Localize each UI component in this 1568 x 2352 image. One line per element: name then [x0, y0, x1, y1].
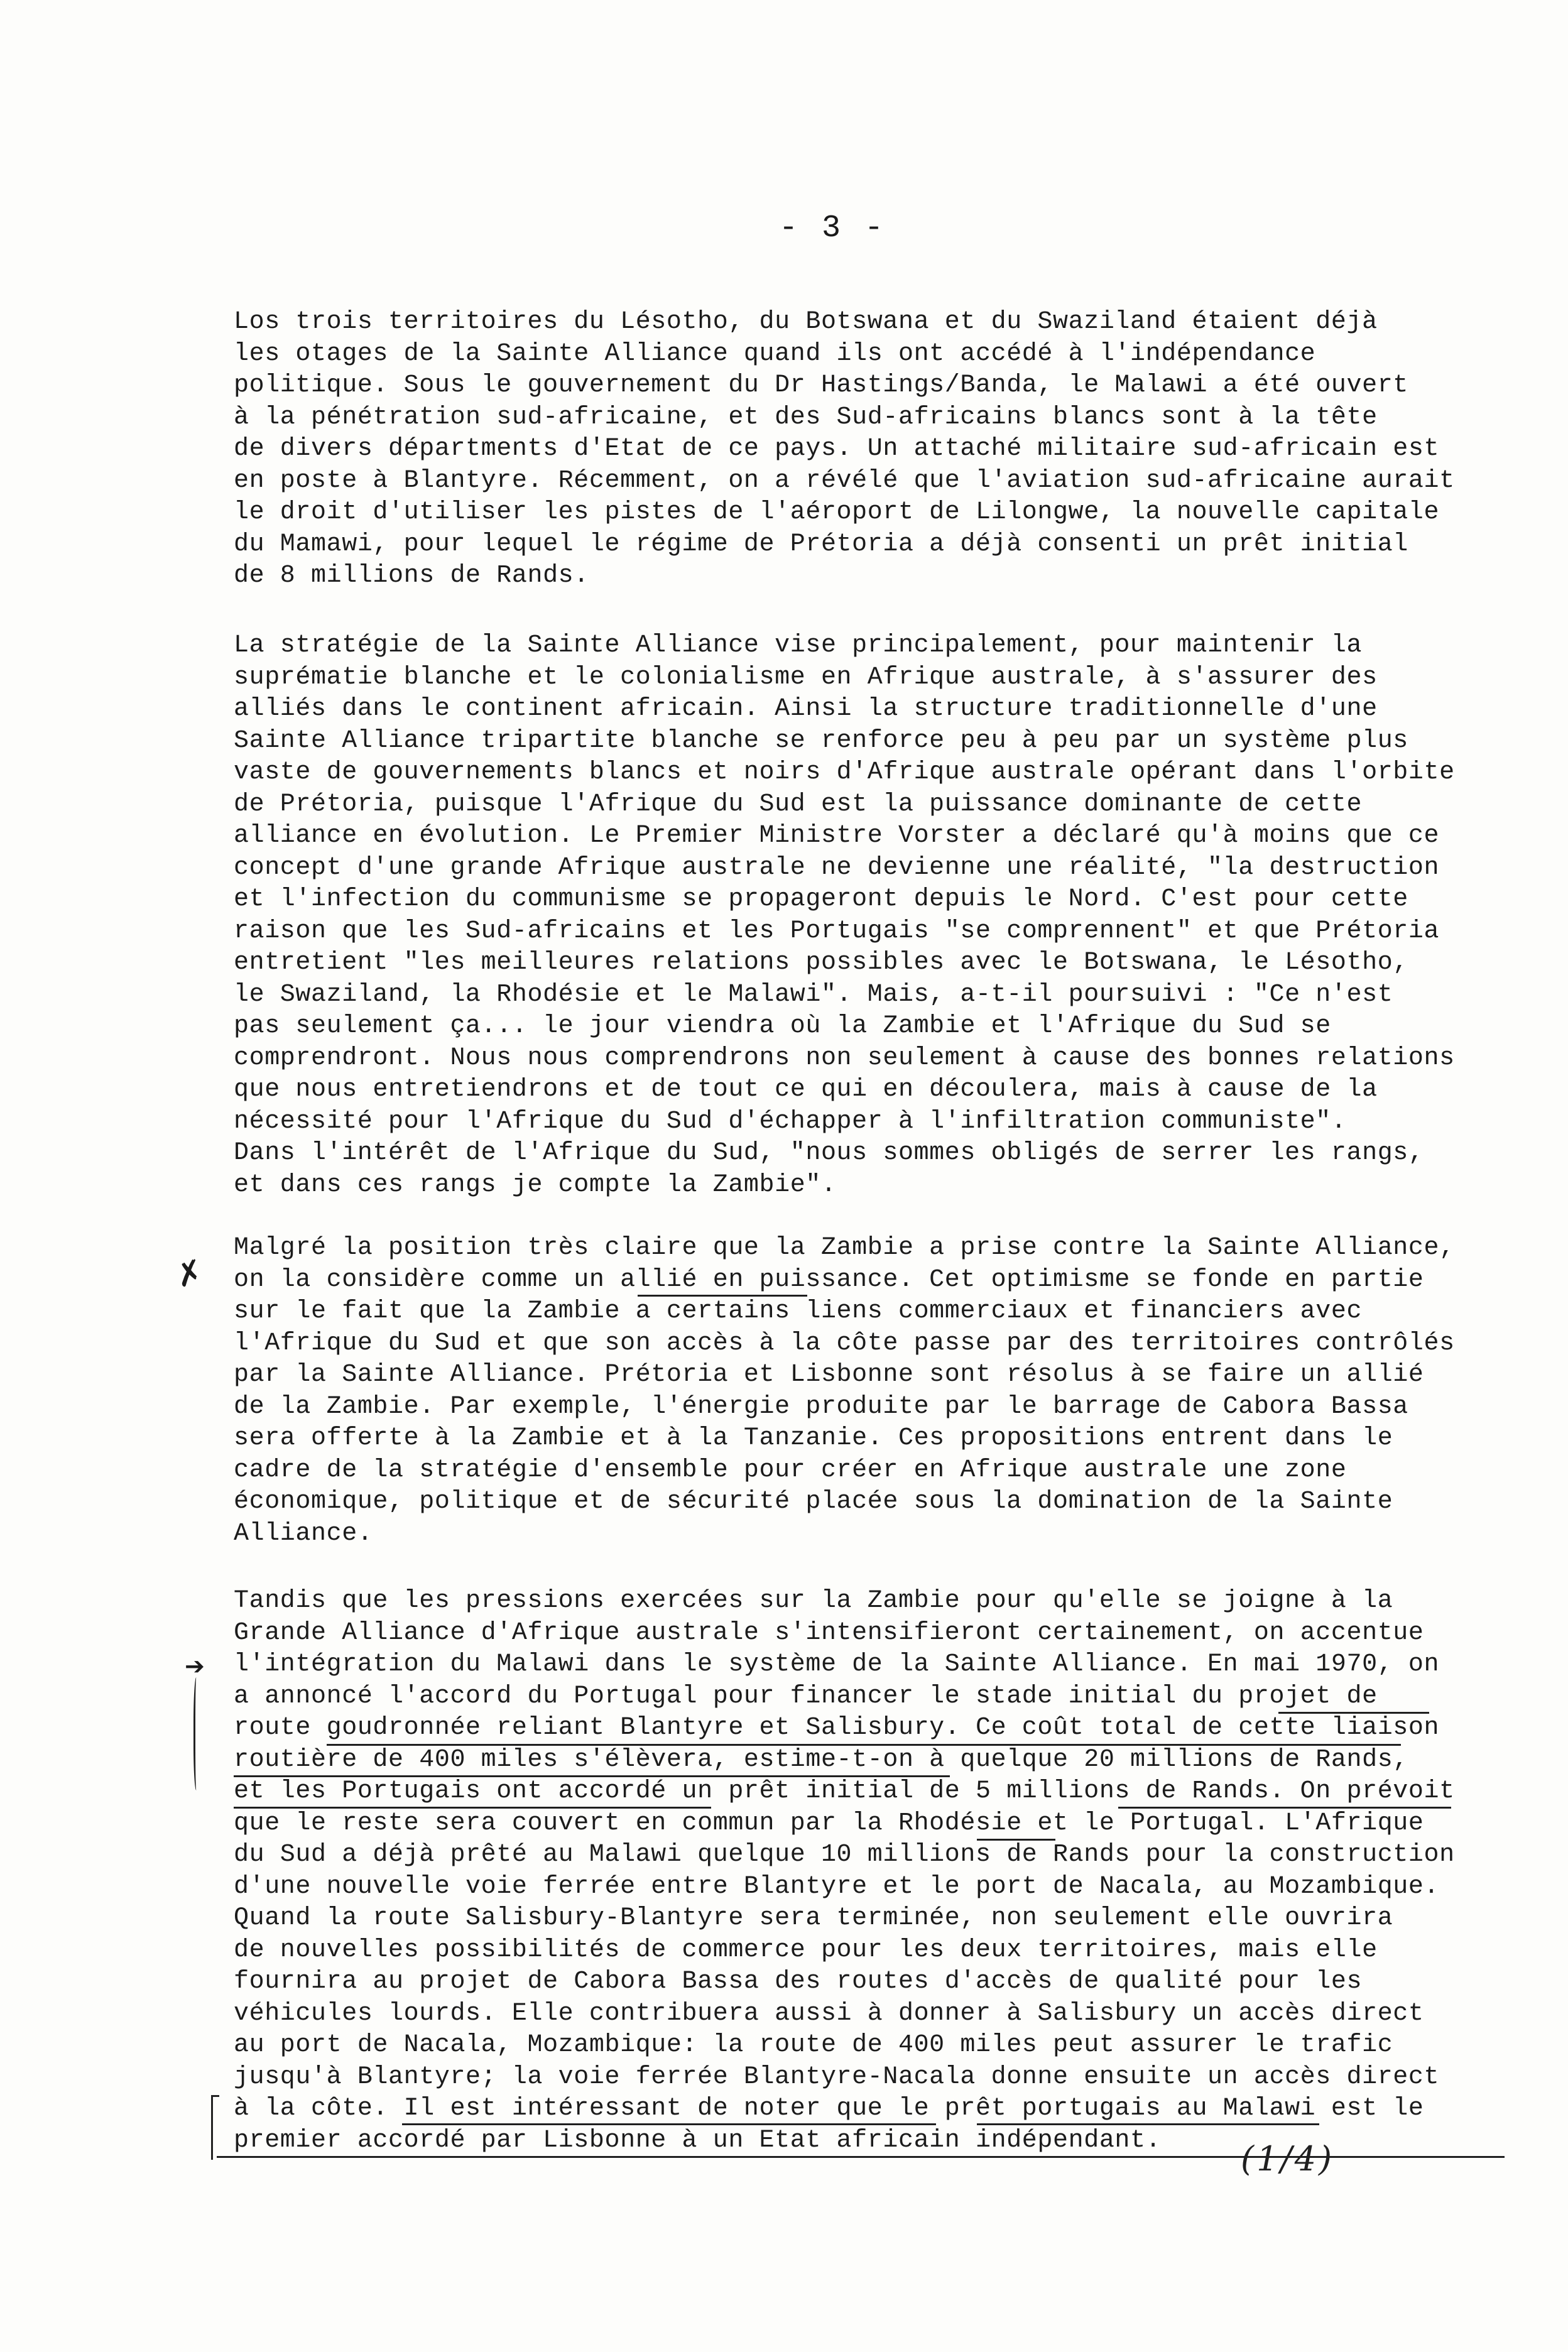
text-line: au port de Nacala, Mozambique: la route de 400 miles peut assurer le trafic [234, 2031, 1393, 2059]
text-line: Dans l'intérêt de l'Afrique du Sud, "nous sommes obligés de serrer les rangs, [234, 1139, 1424, 1167]
handwritten-underline [977, 2123, 1319, 2125]
text-line: les otages de la Sainte Alliance quand ils ont accédé à l'indépendance [234, 339, 1316, 368]
text-line: et l'infection du communisme se propageront depuis le Nord. C'est pour cette [234, 885, 1408, 913]
text-line: l'intégration du Malawi dans le système de la Sainte Alliance. En mai 1970, on [234, 1650, 1440, 1679]
text-line: Alliance. [234, 1519, 373, 1548]
text-line: route goudronnée reliant Blantyre et Salisbury. Ce coût total de cette liaison [234, 1714, 1440, 1742]
text-line: pas seulement ça... le jour viendra où la Zambie et l'Afrique du Sud se [234, 1012, 1331, 1040]
text-line: suprématie blanche et le colonialisme en Afrique australe, à s'assurer des [234, 663, 1378, 692]
handwritten-underline [638, 1295, 807, 1297]
text-line: que nous entretiendrons et de tout ce qui en découlera, mais à cause de la [234, 1075, 1378, 1104]
text-line: Malgré la position très claire que la Zambie a prise contre la Sainte Alliance, [234, 1234, 1455, 1262]
text-line: premier accordé par Lisbonne à un Etat africain indépendant. [234, 2126, 1162, 2155]
text-line: de la Zambie. Par exemple, l'énergie produite par le barrage de Cabora Bassa [234, 1392, 1408, 1421]
handwritten-underline [327, 1744, 1401, 1746]
paragraph-1 [234, 307, 1565, 592]
margin-bracket-mark-icon [211, 2095, 219, 2160]
text-line: politique. Sous le gouvernement du Dr Hastings/Banda, le Malawi a été ouvert [234, 371, 1408, 400]
handwritten-underline [1118, 1807, 1451, 1809]
margin-star-mark-icon: ✗ [171, 1252, 208, 1296]
text-line: de Prétoria, puisque l'Afrique du Sud est la puissance dominante de cette [234, 790, 1363, 819]
text-line: le droit d'utiliser les pistes de l'aéroport de Lilongwe, la nouvelle capitale [234, 498, 1440, 526]
text-line: routière de 400 miles s'élèvera, estime-t-on à quelque 20 millions de Rands, [234, 1745, 1408, 1774]
text-line: sur le fait que la Zambie a certains liens commerciaux et financiers avec [234, 1297, 1363, 1326]
text-line: Grande Alliance d'Afrique australe s'intensifieront certainement, on accentue [234, 1618, 1424, 1647]
handwritten-underline [234, 1775, 950, 1777]
text-line: vaste de gouvernements blancs et noirs d'Afrique australe opérant dans l'orbite [234, 758, 1455, 787]
text-line: à la côte. Il est intéressant de noter que le prêt portugais au Malawi est le [234, 2094, 1424, 2123]
text-line: alliés dans le continent africain. Ainsi la structure traditionnelle d'une [234, 695, 1378, 723]
text-line: de divers départments d'Etat de ce pays. Un attaché militaire sud-africain est [234, 435, 1440, 463]
text-line: Los trois territoires du Lésotho, du Botswana et du Swaziland étaient déjà [234, 308, 1378, 336]
margin-arrow-mark-icon: ➔ [185, 1652, 205, 1680]
text-line: fournira au projet de Cabora Bassa des routes d'accès de qualité pour les [234, 1968, 1363, 1996]
page-number: - 3 - [779, 210, 886, 246]
text-line: et dans ces rangs je compte la Zambie". [234, 1170, 837, 1199]
text-line: par la Sainte Alliance. Prétoria et Lisbonne sont résolus à se faire un allié [234, 1361, 1424, 1389]
paragraph-4 [234, 1586, 1565, 2157]
text-line: du Sud a déjà prêté au Malawi quelque 10 millions de Rands pour la construction [234, 1841, 1455, 1869]
text-line: on la considère comme un allié en puissance. Cet optimisme se fonde en partie [234, 1265, 1424, 1294]
text-line: cadre de la stratégie d'ensemble pour créer en Afrique australe une zone [234, 1456, 1347, 1484]
handwritten-underline [977, 1839, 1055, 1841]
text-line: d'une nouvelle voie ferrée entre Blantyre et le port de Nacala, au Mozambique. [234, 1872, 1440, 1901]
text-line: La stratégie de la Sainte Alliance vise principalement, pour maintenir la [234, 631, 1363, 660]
text-line: de 8 millions de Rands. [234, 562, 589, 590]
text-line: le Swaziland, la Rhodésie et le Malawi". Mais, a-t-il poursuivi : "Ce n'est [234, 980, 1393, 1009]
text-line: en poste à Blantyre. Récemment, on a révélé que l'aviation sud-africaine aurait [234, 466, 1455, 495]
text-line: de nouvelles possibilités de commerce pour les deux territoires, mais elle [234, 1936, 1378, 1964]
text-line: entretient "les meilleures relations possibles avec le Botswana, le Lésotho, [234, 949, 1408, 977]
text-line: sera offerte à la Zambie et à la Tanzanie. Ces propositions entrent dans le [234, 1424, 1393, 1452]
text-line: Tandis que les pressions exercées sur la Zambie pour qu'elle se joigne à la [234, 1587, 1393, 1615]
handwritten-underline [234, 1807, 711, 1809]
text-line: l'Afrique du Sud et que son accès à la côte passe par des territoires contrôlés [234, 1329, 1455, 1358]
margin-bracket-mark-icon [193, 1677, 200, 1790]
text-line: économique, politique et de sécurité placée sous la domination de la Sainte [234, 1488, 1393, 1516]
text-line: raison que les Sud-africains et les Portugais "se comprennent" et que Prétoria [234, 917, 1440, 945]
paragraph-2 [234, 630, 1565, 1201]
handwritten-underline [402, 2123, 936, 2125]
handwritten-underline [1278, 1712, 1429, 1714]
text-line: du Mamawi, pour lequel le régime de Prétoria a déjà consenti un prêt initial [234, 530, 1408, 558]
text-line: jusqu'à Blantyre; la voie ferrée Blantyre-Nacala donne ensuite un accès direct [234, 2062, 1440, 2091]
text-line: Sainte Alliance tripartite blanche se renforce peu à peu par un système plus [234, 726, 1408, 755]
text-line: Quand la route Salisbury-Blantyre sera terminée, non seulement elle ouvrira [234, 1904, 1393, 1932]
text-line: à la pénétration sud-africaine, et des Sud-africains blancs sont à la tête [234, 403, 1378, 432]
handwritten-page-note: (1/4) [1241, 2139, 1335, 2179]
text-line: que le reste sera couvert en commun par la Rhodésie et le Portugal. L'Afrique [234, 1809, 1424, 1838]
paragraph-3 [234, 1233, 1565, 1550]
text-line: comprendront. Nous nous comprendrons non seulement à cause des bonnes relations [234, 1043, 1455, 1072]
text-line: nécessité pour l'Afrique du Sud d'échapper à l'infiltration communiste". [234, 1107, 1347, 1136]
text-line: alliance en évolution. Le Premier Ministre Vorster a déclaré qu'à moins que ce [234, 822, 1440, 850]
text-line: et les Portugais ont accordé un prêt initial de 5 millions de Rands. On prévoit [234, 1777, 1455, 1805]
text-line: véhicules lourds. Elle contribuera aussi à donner à Salisbury un accès direct [234, 1999, 1424, 2028]
text-line: concept d'une grande Afrique australe ne devienne une réalité, "la destruction [234, 853, 1440, 882]
text-line: a annoncé l'accord du Portugal pour financer le stade initial du projet de [234, 1682, 1378, 1711]
